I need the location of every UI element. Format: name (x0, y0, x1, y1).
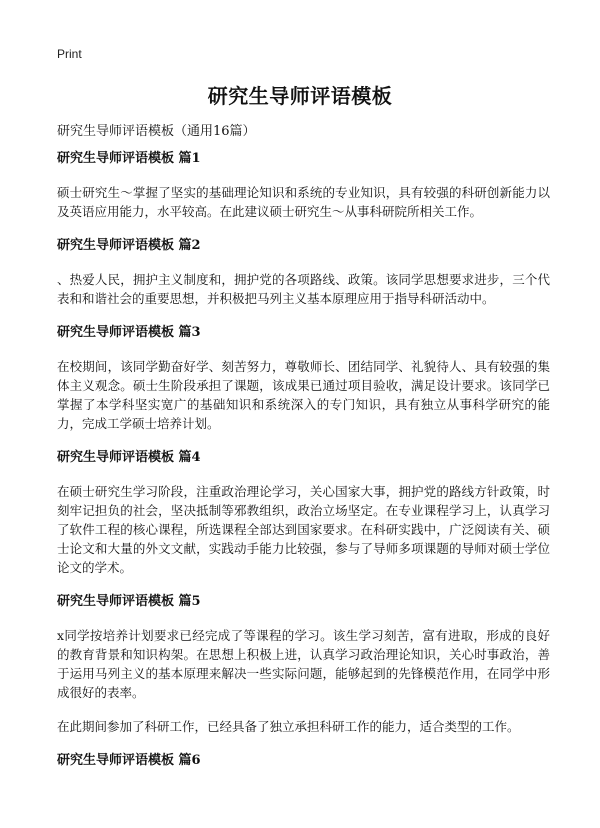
section-paragraph: 在硕士研究生学习阶段，注重政治理论学习，关心国家大事，拥护党的路线方针政策，时刻牢记担负的社会，坚决抵制等邪教组织，政治立场坚定。在专业课程学习上，认真学习了软件工程的核心课程，所选课程全部达到国家要求。在科研实践中，广泛阅读有关、硕士论文和大量的外文文献，实践动手能力比较强，参与了导师多项课题的导师对硕士学位论文的学术。 (57, 484, 550, 575)
section-1 (57, 149, 550, 221)
section-3 (57, 323, 550, 433)
section-paragraph: 硕士研究生～掌握了坚实的基础理论知识和系统的专业知识，具有较强的科研创新能力以及英语应用能力，水平较高。在此建议硕士研究生～从事科研院所相关工作。 (57, 185, 550, 219)
document-body (57, 149, 550, 785)
print-label[interactable]: Print (57, 47, 82, 61)
section-heading: 研究生导师评语模板 篇5 (57, 594, 201, 609)
section-heading: 研究生导师评语模板 篇2 (57, 238, 201, 253)
section-4 (57, 448, 550, 577)
section-6 (57, 751, 550, 771)
section-paragraph: 在校期间，该同学勤奋好学、刻苦努力，尊敬师长、团结同学、礼貌待人、具有较强的集体主义观念。硕士生阶段承担了课题，该成果已通过项目验收，满足设计要求。该同学已掌握了本学科坚实宽广的基础知识和系统深入的专门知识，具有独立从事科学研究的能力，完成工学硕士培养计划。 (57, 359, 550, 431)
section-heading: 研究生导师评语模板 篇6 (57, 753, 201, 768)
section-2 (57, 236, 550, 308)
section-heading: 研究生导师评语模板 篇4 (57, 450, 201, 465)
section-paragraph: x同学按培养计划要求已经完成了等课程的学习。该生学习刻苦，富有进取，形成的良好的教育背景和知识构架。在思想上积极上进，认真学习政治理论知识，关心时事政治，善于运用马列主义的基本原理来解决一些实际问题，能够起到的先锋模范作用，在同学中形成很好的表率。 (57, 628, 550, 700)
section-5 (57, 592, 550, 736)
section-heading: 研究生导师评语模板 篇3 (57, 325, 201, 340)
section-paragraph: 、热爱人民，拥护主义制度和，拥护党的各项路线、政策。该同学思想要求进步，三个代表和和谐社会的重要思想，并积极把马列主义基本原理应用于指导科研活动中。 (57, 272, 550, 306)
section-paragraph: 在此期间参加了科研工作，已经具备了独立承担科研工作的能力，适合类型的工作。 (57, 719, 520, 734)
section-heading: 研究生导师评语模板 篇1 (57, 151, 201, 166)
page-subtitle: 研究生导师评语模板（通用16篇） (57, 124, 256, 139)
page-title: 研究生导师评语模板 (207, 84, 393, 108)
